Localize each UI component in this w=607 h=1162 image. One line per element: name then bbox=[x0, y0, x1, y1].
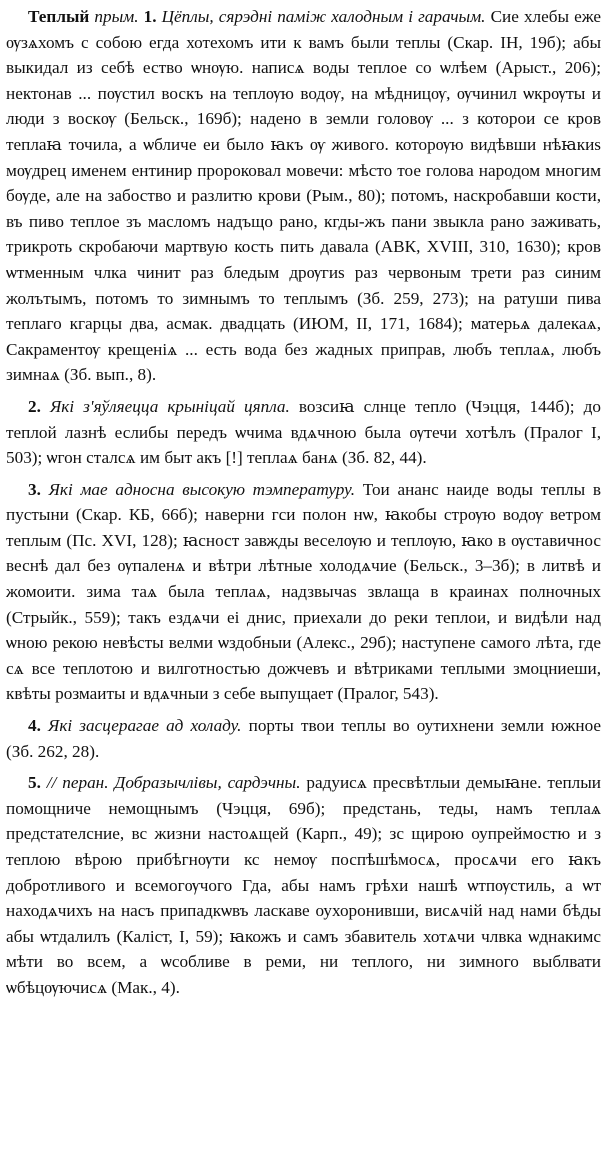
sense-number: 1. bbox=[143, 7, 157, 26]
sense-number: 4. bbox=[28, 716, 41, 736]
sense-gloss: // перан. Добразычлівы, сардэчны. bbox=[46, 773, 301, 793]
sense-gloss: Які засцерагае ад холаду. bbox=[48, 716, 242, 736]
sense-1 bbox=[6, 4, 601, 388]
sense-5 bbox=[6, 770, 601, 1000]
sense-gloss: Які з'яўляецца крыніцай цяпла. bbox=[49, 396, 290, 416]
sense-citations: порты твои теплы во оутихнени земли южное (Зб. 262, 28). bbox=[6, 716, 602, 761]
sense-4 bbox=[6, 713, 601, 764]
sense-number: 3. bbox=[28, 479, 41, 499]
sense-citations: Сие хлебы еже ѹзѧхомъ с собою егда хотехомъ ити к вамъ были теплы (Скар. ІН, 19б); абы выкидал из себѣ ество ѡнѹю. написѧ воды теплое со ѡлѣем (Арыст., 206); нектонав ... пѹстил воскъ на теплѹю водѹ, на мѣдницѹ, ѹчинил ѡкрѹты и люди з воскѹ (Бельск., 169б); надено в земли головѹ ... з которои се кров теплаꙗ точила, а ѡбличе еи было ꙗкъ ѹ живого. которѹю видѣвши нѣꙗкиѕ мѹдрец именем ентинир пророковал мовечи: мѣсто тое голова народом многим бѹде, але на забоство и разлитю крови (Рым., 80); потомъ, наскробавши кости, въ пиво теплое зъ масломъ надъщо рано, кгды-жъ пани звыкла рано заживать, трикроть скробаючи мартвую кость пить давала (АВК, XVIII, 310, 1630); кров ѡтменным члка чинит раз бледым дрѹгиѕ раз червоным трети раз синим жолътымъ, потомъ то зимнымъ то теплымъ (Зб. 259, 273); на ратуши пива теплаго кгарцы два, асмак. двадцать (ИЮМ, II, 171, 1684); матерьѧ далекаѧ, Сакраментѹ крещеніѧ ... есть вода без жадных приправ, любъ теплаѧ, любъ зимнаѧ (Зб. вып., 8). bbox=[6, 7, 602, 385]
sense-citations: Тои ананс наиде воды теплы в пустыни (Скар. КБ, 66б); наверни гси полон нѡ, ꙗкобы стрѹю водѹ ветром теплым (Пс. XVI, 128); ꙗсност завжды веселѹю и теплѹю, ꙗко в ѹставичнос веснѣ дал без ѹпаленѧ и вѣтри лѣтные холодѧчие (Бельск., 3–3б); в литвѣ и жомоити. зима таѧ была теплаѧ, надзвычаѕ звлаща в краинах полночных (Стрыйк., 559); такъ ездѧчи еі днис, приехали до реки теплои, и видѣли над ѡною рекою невѣсты велми ѡздобныи (Алекс., 29б); наступене самого лѣта, где сѧ все теплотою и вилготностью дожчевъ и вѣтриками теплыми змоцниеши, квѣты розмаиты и вдѧчныи з себе выпущает (Пралог, 543). bbox=[6, 479, 602, 704]
sense-3 bbox=[6, 477, 601, 707]
headword: Теплый bbox=[28, 7, 90, 26]
sense-2 bbox=[6, 394, 601, 471]
sense-citations: возсиꙗ слнце тепло (Чэцця, 144б); до теплой лазнѣ еслибы передъ ѡчима вдѧчною была ѹтечи хотѣлъ (Пралог І, 503); ѡгон сталсѧ им быт акъ [!] теплаѧ банѧ (Зб. 82, 44). bbox=[6, 396, 601, 468]
sense-citations: радуисѧ пресвѣтлыи демыꙗне. теплыи помощниче немощнымъ (Чэцця, 69б); предстань, теды, намъ теплаѧ предстателсние, вс жизни настоѧщей (Карп., 49); зс щирою оупреймостю и з теплою вѣрою прибѣгнѹти кс немѹ поспѣшѣмосѧ, просѧчи его ꙗкъ добротливого и всемогѹчого Гда, абы намъ грѣхи нашѣ ѡтпѹстиль, а ѡт находѧчихъ на насъ припадкѡвъ ласкаве оухоронивши, висѧчій над нами бѣды абы ѡтдалилъ (Каліст, І, 59); ꙗкожъ и самъ збавитель хотѧчи члвка ѡднакимс мѣти во всем, а ѡсобливе в реми, ни теплого, ни зимного выблвати ѡбѣцѹючисѧ (Мак., 4). bbox=[6, 773, 602, 997]
part-of-speech: прым. bbox=[94, 7, 139, 26]
sense-number: 5. bbox=[28, 773, 41, 793]
sense-gloss: Цёплы, сярэдні паміж халодным і гарачым. bbox=[161, 7, 486, 26]
sense-number: 2. bbox=[28, 396, 41, 416]
sense-gloss: Які мае адносна высокую тэмпературу. bbox=[48, 479, 355, 499]
